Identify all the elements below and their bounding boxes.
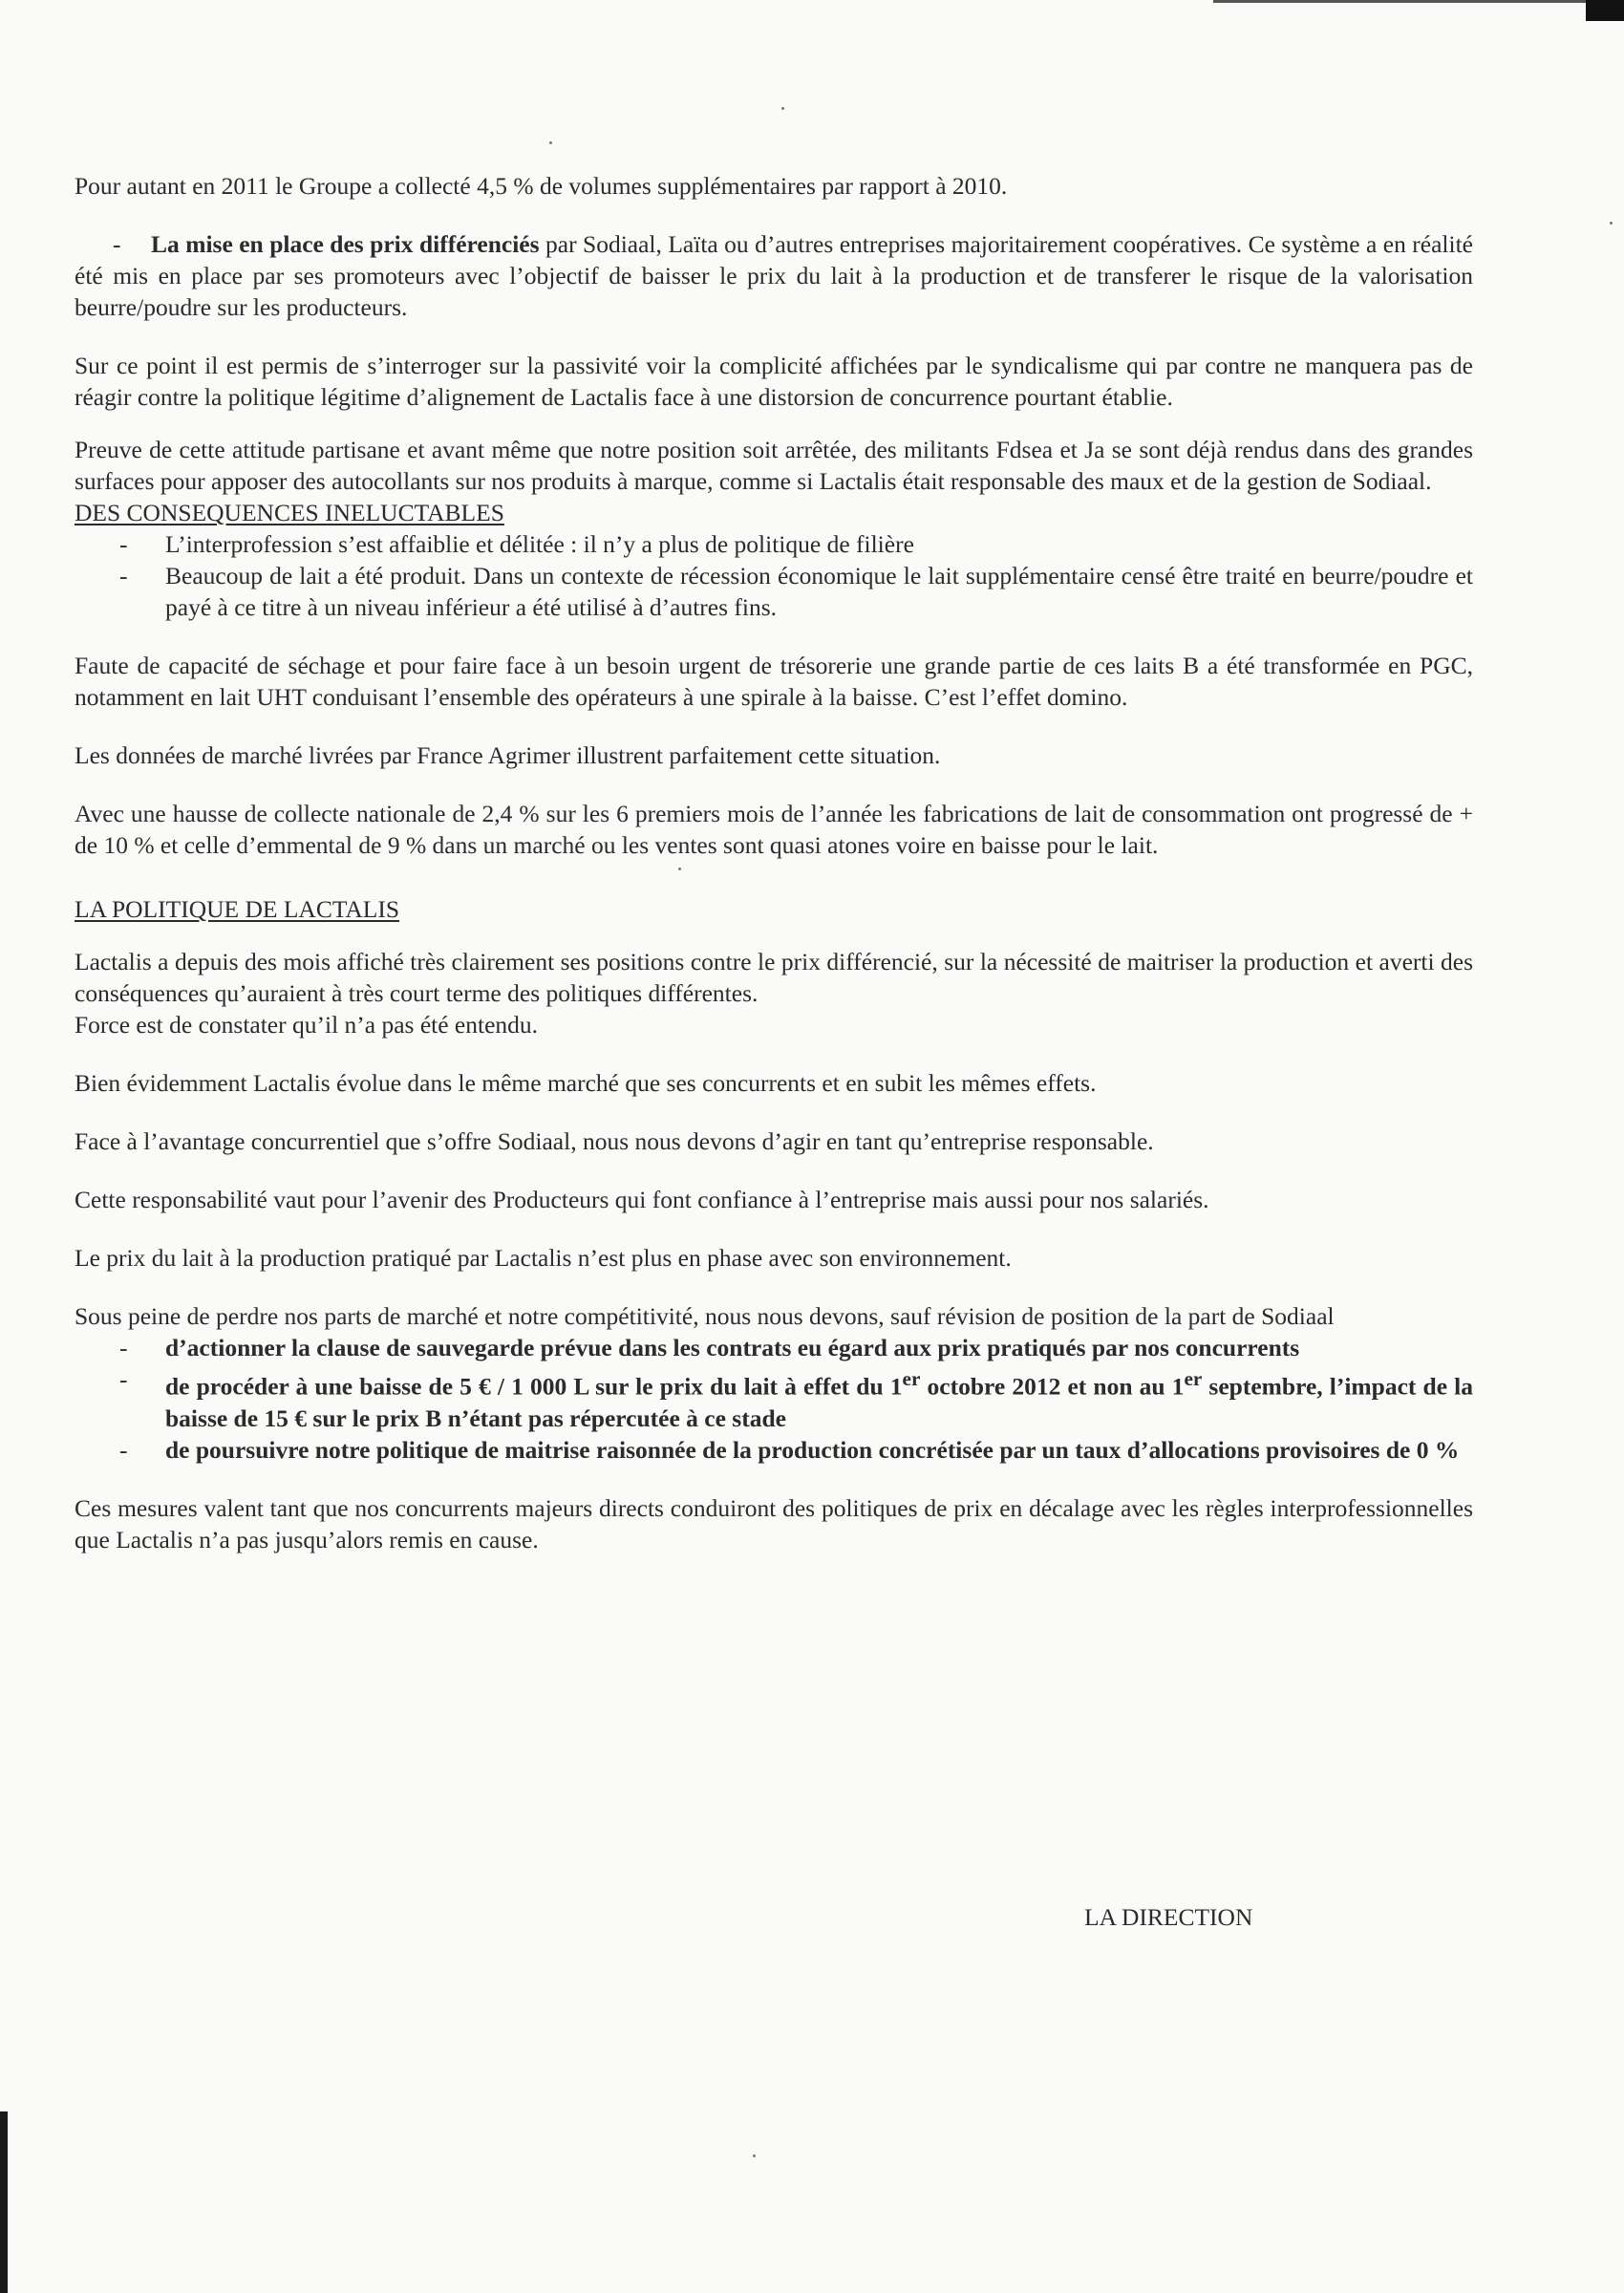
paragraph-evidemment: Bien évidemment Lactalis évolue dans le même marché que ses concurrents et en subit les mêmes effets.: [75, 1069, 1097, 1097]
bullet-prix-text: par Sodiaal, Laïta ou d’autres entreprises majoritairement coopératives. Ce système a en réalité été mis en place par ses promoteurs avec l’objectif de baisser le prix du lait à la production et de transferer le risque de la valorisation beurre/poudre sur les producteurs.: [75, 230, 1473, 321]
scan-speck: [781, 107, 784, 110]
scan-speck: [753, 2154, 756, 2157]
paragraph-mesures: Ces mesures valent tant que nos concurrents majeurs directs conduiront des politiques de prix en décalage avec les règles interprofessionnelles que Lactalis n’a pas jusqu’alors remis en cause.: [75, 1493, 1473, 1554]
scan-speck: [1610, 222, 1613, 225]
measure-text: septembre, l’impact de la baisse de 15 € sur le prix B n’étant pas répercutée à ce stade: [165, 1372, 1473, 1432]
consequences-list: [75, 528, 1473, 623]
scan-edge-left: [0, 2111, 8, 2293]
superscript-er: er: [1184, 1367, 1203, 1390]
dash-mark: -: [119, 1435, 128, 1464]
dash-mark: -: [119, 1365, 128, 1393]
scan-corner-mark: [1586, 0, 1624, 21]
dash-mark: -: [113, 230, 121, 258]
paragraph-lactalis: Lactalis a depuis des mois affiché très clairement ses positions contre le prix différencié, sur la nécessité de maitriser la production et averti des conséquences qu’auraient à très court terme des politiques différentes.: [75, 948, 1473, 1007]
paragraph-faute: Faute de capacité de séchage et pour faire face à un besoin urgent de trésorerie une grande partie de ces laits B a été transformée en PGC, notamment en lait UHT conduisant l’ensemble des opérateurs à une spirale à la baisse. C’est l’effet domino.: [75, 652, 1473, 711]
dash-mark: -: [119, 1334, 128, 1361]
list-item: [75, 1332, 1473, 1363]
measures-list: [75, 1332, 1473, 1466]
scan-edge-top: [1213, 0, 1624, 3]
heading-politique: LA POLITIQUE DE LACTALIS: [75, 895, 400, 923]
bullet-prix-differencies: [75, 228, 1473, 323]
document-body: [75, 170, 1473, 1555]
consequence-text: Beaucoup de lait a été produit. Dans un contexte de récession économique le lait supplémentaire censé être traité en beurre/poudre et payé à ce titre à un niveau inférieur a été utilisé à d’autres fins.: [165, 562, 1473, 621]
signature: LA DIRECTION: [1084, 1903, 1253, 1931]
measure-text: octobre 2012 et non au 1: [920, 1372, 1185, 1401]
consequence-text: L’interprofession s’est affaiblie et délitée : il n’y a plus de politique de filière: [165, 530, 914, 558]
paragraph-preuve: Preuve de cette attitude partisane et avant même que notre position soit arrêtée, des militants Fdsea et Ja se sont déjà rendus dans des grandes surfaces pour apposer des autocollants sur nos produits à marque, comme si Lactalis était responsable des maux et de la gestion de Sodiaal.: [75, 436, 1473, 495]
list-item: [75, 1434, 1473, 1466]
list-item: [75, 1363, 1473, 1434]
paragraph-force: Force est de constater qu’il n’a pas été entendu.: [75, 1011, 539, 1039]
list-item: [75, 560, 1473, 623]
paragraph-prix: Le prix du lait à la production pratiqué par Lactalis n’est plus en phase avec son environnement.: [75, 1244, 1012, 1272]
scan-speck: [549, 141, 552, 144]
superscript-er: er: [902, 1367, 921, 1390]
dash-mark: -: [119, 530, 128, 558]
bullet-prix-bold: La mise en place des prix différenciés: [151, 230, 540, 258]
measure-text: d’actionner la clause de sauvegarde prévue dans les contrats eu égard aux prix pratiqués par nos concurrents: [165, 1334, 1300, 1361]
measure-text: de poursuivre notre politique de maitrise raisonnée de la production concrétisée par un taux d’allocations provisoires de 0 %: [165, 1435, 1460, 1464]
list-item: [75, 528, 1473, 560]
paragraph-sous-peine: Sous peine de perdre nos parts de marché et notre compétitivité, nous nous devons, sauf révision de position de la part de Sodiaal: [75, 1302, 1335, 1330]
dash-mark: -: [119, 562, 128, 589]
measure-text: de procéder à une baisse de 5 € / 1 000 L sur le prix du lait à effet du 1: [165, 1372, 903, 1401]
heading-consequences: DES CONSEQUENCES INELUCTABLES: [75, 499, 504, 526]
paragraph-responsabilite: Cette responsabilité vaut pour l’avenir des Producteurs qui font confiance à l’entreprise mais aussi pour nos salariés.: [75, 1186, 1209, 1213]
paragraph-syndicalisme: Sur ce point il est permis de s’interroger sur la passivité voir la complicité affichées par le syndicalisme qui par contre ne manquera pas de réagir contre la politique légitime d’alignement de Lactalis face à une distorsion de concurrence pourtant établie.: [75, 352, 1473, 411]
paragraph-hausse: Avec une hausse de collecte nationale de 2,4 % sur les 6 premiers mois de l’année les fabrications de lait de consommation ont progressé de + de 10 % et celle d’emmental de 9 % dans un marché ou les ventes sont quasi atones voire en baisse pour le lait.: [75, 800, 1473, 859]
paragraph-2011: Pour autant en 2011 le Groupe a collecté 4,5 % de volumes supplémentaires par rapport à 2010.: [75, 172, 1008, 200]
paragraph-avantage: Face à l’avantage concurrentiel que s’offre Sodiaal, nous nous devons d’agir en tant qu’entreprise responsable.: [75, 1127, 1154, 1155]
paragraph-donnees: Les données de marché livrées par France Agrimer illustrent parfaitement cette situation.: [75, 741, 941, 769]
